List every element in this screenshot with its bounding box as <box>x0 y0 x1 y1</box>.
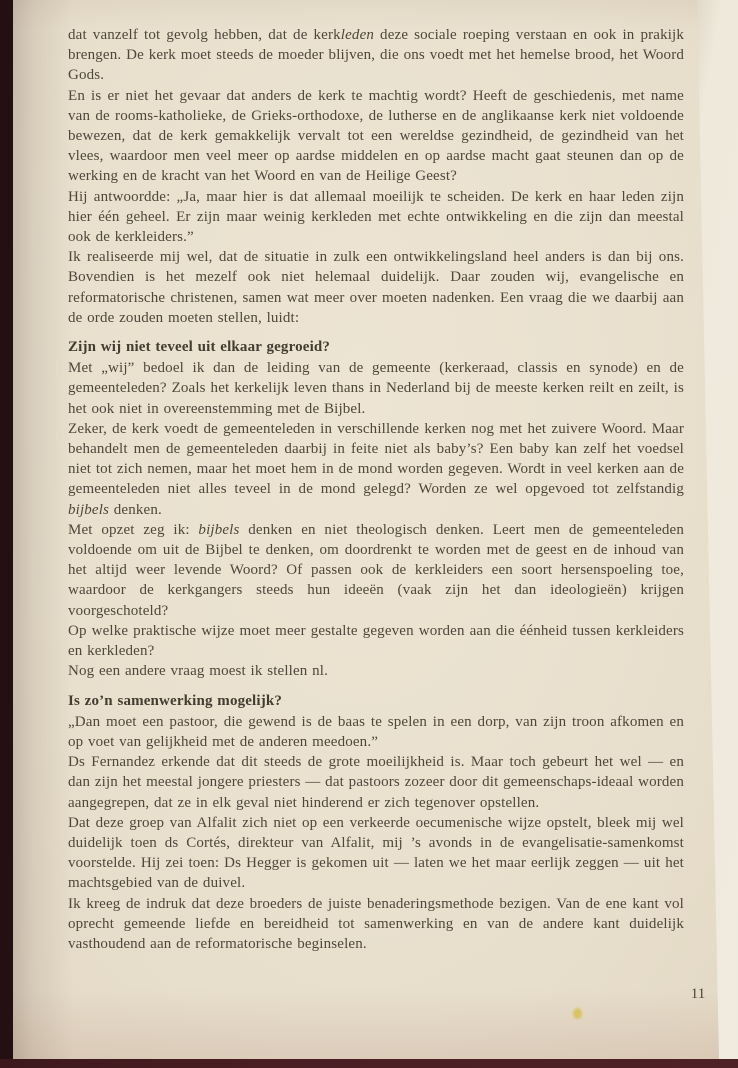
paragraph <box>68 419 684 520</box>
paragraph <box>68 712 684 752</box>
text-block <box>68 25 684 954</box>
body-text: Ds Fernandez erkende dat dit steeds de grote moeilijkheid is. Maar toch gebeurt het wel — en dan zijn het meestal jongere priesters — dat pastoors zozeer door dit gemeenschaps-ideaal worden aangegrepen, dat ze in elk geval niet hinderend er zich tegenover opstellen. <box>68 754 684 811</box>
italic-text: bijbels <box>198 521 240 538</box>
body-text: Ik realiseerde mij wel, dat de situatie in zulk een ontwikkelingsland heel anders is dan bij ons. Bovendien is het mezelf ook niet helemaal duidelijk. Daar zouden wij, evangelische en reformatorische christenen, samen wat meer over moeten nadenken. Een vraag die we daarbij aan de orde zouden moeten stellen, luidt: <box>68 249 684 326</box>
body-text: Ik kreeg de indruk dat deze broeders de juiste benaderingsmethode bezigen. Van de ene kant vol oprecht gemeende liefde en bereidheid tot samenwerking en van de andere kant duidelijk vasthoudend aan de reformatorische beginselen. <box>68 895 684 952</box>
section-heading: Zijn wij niet teveel uit elkaar gegroeid? <box>68 339 331 356</box>
body-text: denken en niet theologisch denken. Leert men de gemeenteleden voldoende om uit de Bijbel te denken, om doordrenkt te worden met de geest en de inhoud van het altijd weer levende Woord? Of passen ook de kerkleiders een soort hersenspoeling toe, waardoor de kerkgangers steeds hun ideeën (vaak zijn het dan ideologieën) krijgen voorgeschoteld? <box>68 521 684 619</box>
page-right-edge <box>690 0 738 1059</box>
yellow-speck <box>573 1008 582 1019</box>
paragraph <box>68 187 684 248</box>
italic-text: leden <box>340 27 375 43</box>
paragraph <box>68 25 684 86</box>
body-text: Hij antwoordde: „Ja, maar hier is dat allemaal moeilijk te scheiden. De kerk en haar leden zijn hier één geheel. Er zijn maar weinig kerkleden met echte ontwikkeling en die zijn dan meestal ook de kerkleiders.” <box>68 188 684 246</box>
body-text: Nog een andere vraag moest ik stellen nl. <box>68 663 328 680</box>
page-surface <box>13 0 738 1059</box>
paragraph <box>68 894 684 955</box>
paragraph <box>68 813 684 894</box>
body-text: dat vanzelf tot gevolg hebben, dat de kerk <box>68 27 341 43</box>
section-heading: Is zo’n samenwerking mogelijk? <box>68 692 282 709</box>
body-text: denken. <box>109 501 162 518</box>
paragraph <box>68 86 684 187</box>
body-text: Dat deze groep van Alfalit zich niet op een verkeerde oecumenische wijze opstelt, bleek mij wel duidelijk toen ds Cortés, direkteur van Alfalit, mij ’s avonds in de evangelisatie-samenkomst voorstelde. Hij zei toen: Ds Hegger is gekomen uit — laten we het maar eerlijk zeggen — uit het machtsgebied van de duivel. <box>68 814 684 892</box>
paragraph <box>68 661 684 681</box>
paragraph <box>68 247 684 328</box>
body-text: Met opzet zeg ik: <box>68 521 199 538</box>
body-text: En is er niet het gevaar dat anders de kerk te machtig wordt? Heeft de geschiedenis, met name van de rooms-katholieke, de Grieks-orthodoxe, de lutherse en de anglikaanse kerk niet voldoende bewezen, dat de kerk gemakkelijk vervalt tot een wereldse gezindheid, de gezindheid van het vlees, waardoor men veel meer op aardse middelen en op aardse macht gaat steunen dan op de werking en de kracht van het Woord en van de Heilige Geest? <box>68 87 684 185</box>
paragraph <box>68 621 684 661</box>
body-text: deze sociale roeping verstaan en ook in prakijk brengen. De kerk moet steeds de moeder blijven, die ons voedt met het hemelse brood, het Woord Gods. <box>68 27 684 84</box>
page-number: 11 <box>690 986 706 1002</box>
body-text: Met „wij” bedoel ik dan de leiding van de gemeente (kerkeraad, classis en synode) en de gemeenteleden? Zoals het kerkelijk leven thans in Nederland bij de meeste kerken reilt en zeilt, is het ook niet in overeenstemming met de Bijbel. <box>68 360 684 417</box>
paragraph <box>68 358 684 419</box>
paragraph <box>68 520 684 621</box>
body-text: Op welke praktische wijze moet meer gestalte gegeven worden aan die éénheid tussen kerkleiders en kerkleden? <box>68 622 684 660</box>
photo-background-bottom-strip <box>0 1059 738 1068</box>
body-text: „Dan moet een pastoor, die gewend is de baas te spelen in een dorp, van zijn troon afkomen en op voet van gelijkheid met de anderen meedoen.” <box>68 713 684 750</box>
body-text: Zeker, de kerk voedt de gemeenteleden in verschillende kerken nog met het zuivere Woord. Maar behandelt men de gemeenteleden daarbij in feite niet als baby’s? Een baby kan zelf het voedsel niet tot zich nemen, maar het moet hem in de mond worden gegeven. Wordt in veel kerken aan de gemeenteleden niet alles teveel in de mond gelegd? Worden ze wel opgevoed tot zelfstandig <box>68 420 684 498</box>
italic-text: bijbels <box>68 501 110 518</box>
paragraph <box>68 752 684 813</box>
